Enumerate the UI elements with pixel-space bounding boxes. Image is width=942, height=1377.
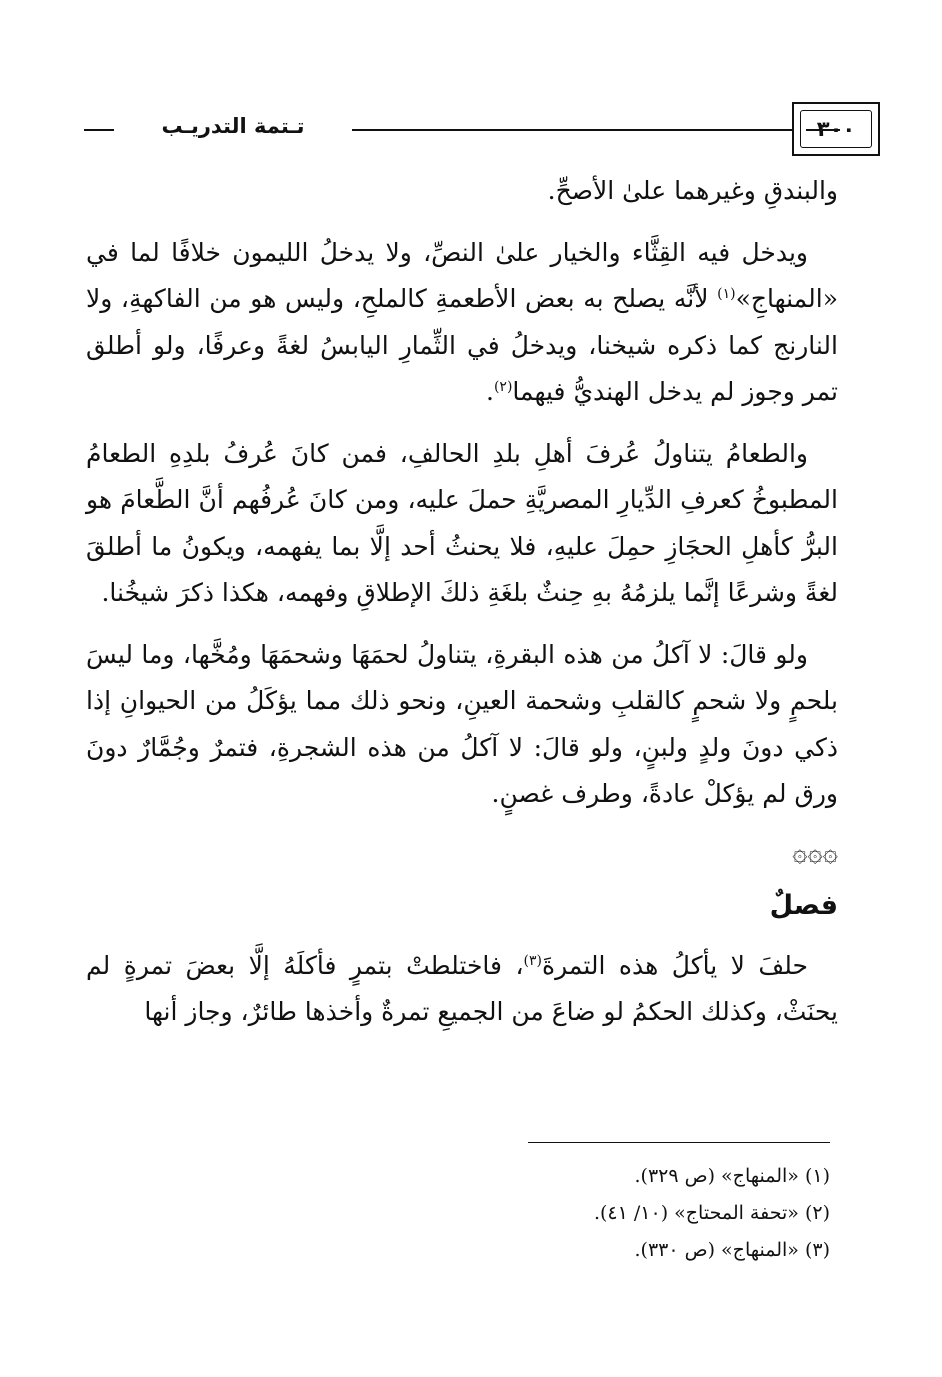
footnote-marker-3[interactable]: (٣): [523, 952, 542, 969]
main-text: [86, 168, 838, 1051]
paragraph-2-part-1: ويدخل فيه القِثَّاء والخيار علىٰ النصِّ، ولا يدخلُ الليمون خلافًا لما في «المنهاجِ»: [86, 237, 838, 313]
page-number: ٣٠٠: [800, 110, 872, 148]
header-rule-left: [84, 129, 114, 131]
paragraph-2-part-3: .: [485, 377, 494, 406]
paragraph-1: والبندقِ وغيرهما علىٰ الأصحِّ.: [547, 176, 838, 205]
footnote-divider: [528, 1142, 830, 1143]
running-title: تـتمة التدريـب: [161, 114, 305, 138]
footnote-3: (٣) «المنهاج» (ص ٣٣٠).: [634, 1239, 830, 1261]
footnote-marker-2[interactable]: (٢): [493, 379, 513, 395]
paragraph-5: [86, 943, 838, 1036]
page-number-frame: [792, 102, 880, 156]
ornament-separator: ۞۞۞: [792, 837, 838, 868]
footnote-marker-1[interactable]: (١): [717, 286, 736, 302]
header-rule-middle: [352, 129, 792, 131]
paragraph-4: ولو قالَ: لا آكلُ من هذه البقرةِ، يتناولُ لحمَهَا وشحمَهَا ومُخَّها، وما ليسَ بلحمٍ ولا شحمٍ كالقلبِ وشحمة العينِ، ونحو ذلك مما يؤكَلُ من الحيوانِ إذا ذكي دونَ ولدٍ ولبنٍ، ولو قالَ: لا آكلُ من هذه الشجرةِ، فتمرٌ وجُمَّارٌ دونَ ورق لم يؤكلْ عادةً، وطرف غصنٍ.: [86, 639, 838, 808]
footnotes: [330, 1158, 830, 1269]
paragraph-5-part-2: ، فاختلطتْ بتمرٍ فأكلَهُ إلَّا بعضَ تمرةٍ لم يحنَثْ، وكذلك الحكمُ لو ضاعَ من الجميعِ تمرةٌ وأخذها طائرٌ، وجاز أنها: [86, 950, 838, 1026]
page-header: [84, 100, 856, 160]
footnote-2: (٢) «تحفة المحتاج» (١٠/ ٤١).: [593, 1202, 830, 1224]
section-heading: فصلٌ: [769, 889, 838, 921]
paragraph-5-part-1: حلفَ لا يأكلُ هذه التمرةَ: [542, 950, 808, 980]
paragraph-2: [86, 230, 838, 416]
footnote-1: (١) «المنهاج» (ص ٣٢٩).: [634, 1165, 830, 1187]
paragraph-2-part-2: لأنَّه يصلح به بعض الأطعمةِ كالملحِ، وليس هو من الفاكهةِ، ولا النارنج كما ذكره شيخنا، ويدخلُ في الثِّمارِ اليابسُ لغةً وعرفًا، ولو أطلق تمر وجوز لم يدخل الهنديُّ فيهما: [86, 284, 838, 406]
paragraph-3: والطعامُ يتناولُ عُرفَ أهلِ بلدِ الحالفِ، فمن كانَ عُرفُ بلدِهِ الطعامُ المطبوخُ كعرفِ الدِّيارِ المصريَّةِ حملَ عليه، ومن كانَ عُرفُهم أنَّ الطَّعامَ هو البرُّ كأهلِ الحجَازِ حمِلَ عليهِ، فلا يحنثُ أحد إلَّا بما يفهمه، ويكونُ ما أطلقَ لغةً وشرعًا إنَّما يلزمُهُ بهِ حِنثٌ بلغَةِ ذلكَ الإطلاقِ وفهمه، هكذا ذكرَ شيخُنا.: [86, 438, 839, 607]
